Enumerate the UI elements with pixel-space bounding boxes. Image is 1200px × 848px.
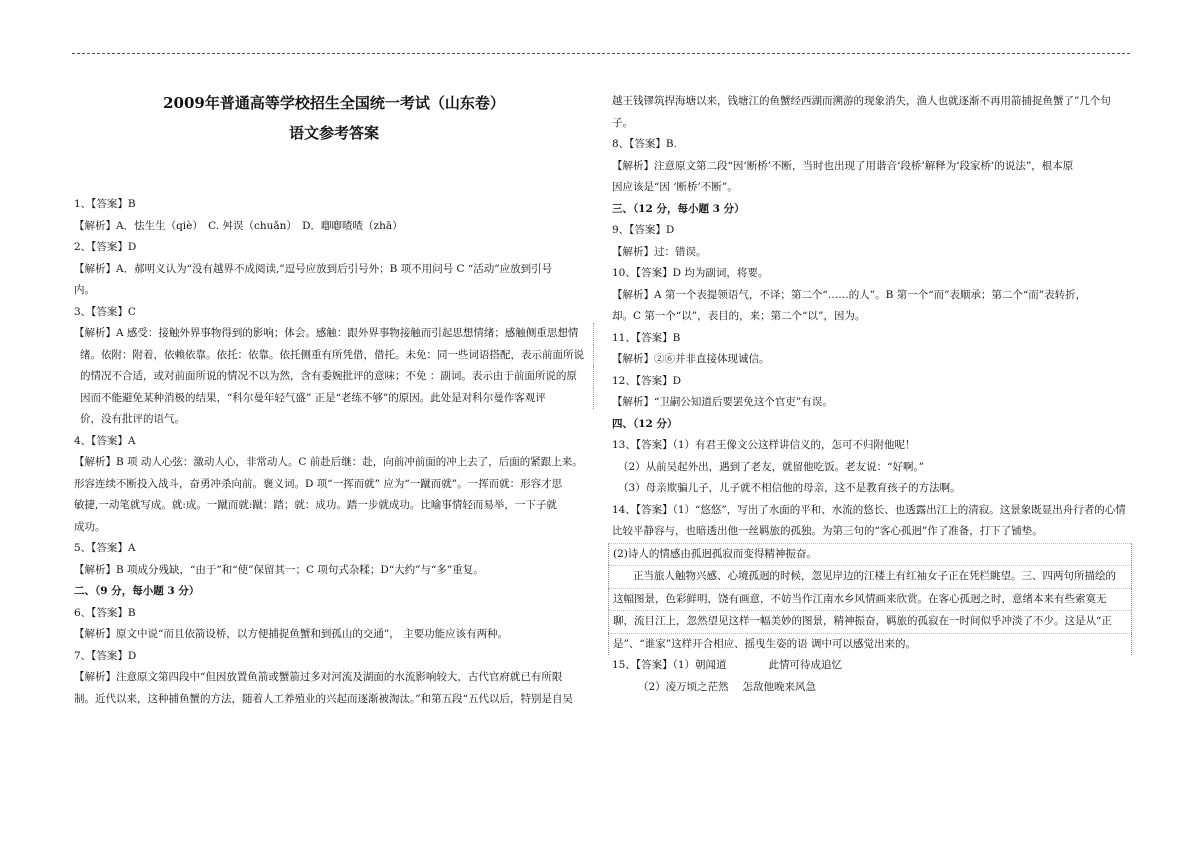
left-text-line: 【解析】A．郝明义认为“没有越界不成阅读,”逗号应放到后引号外；B 项不用问号 C “活动”应放到引号	[74, 262, 553, 275]
left-column-body	[74, 194, 594, 710]
right-text-line: 12、【答案】D	[612, 374, 682, 387]
left-text-line: 价，没有批评的语气。	[80, 413, 185, 425]
right-text-line: 【解析】注意原文第二段“因‘断桥’不断，当时也出现了用谐音‘段桥’解释为‘段家桥’的说法”，根本原	[612, 159, 1074, 172]
right-text-line: 正当旅人触物兴感、心境孤迥的时候，忽见岸边的江楼上有红袖女子正在凭栏眺望。三、四两句所描绘的	[608, 565, 1132, 588]
right-text-line: （2）凌万顷之茫然 怎敌他晚来风急	[638, 680, 817, 693]
right-text-line: 8、【答案】B.	[612, 138, 677, 150]
right-text-line: （3）母亲欺骗儿子，儿子就不相信他的母亲，这不是教育孩子的方法啊。	[618, 482, 961, 494]
left-text-line: 因而不能避免某种消极的结果，“科尔曼年轻气盛” 正是“老练不够”的原因。此处是对科尔曼作客观评	[74, 388, 594, 410]
right-text-line: 【解析】过：错误。	[612, 245, 707, 258]
left-text-line: 形容连续不断投入战斗，奋勇冲杀向前。褒义词。D 项“一挥而就” 应为“一蹴而就”。一挥而就：形容才思	[74, 477, 563, 490]
right-text-line: 【解析】“卫嗣公知道后要罢免这个官吏”有误。	[612, 396, 833, 408]
right-text-line: 是”、“谁家”这样开合相应、摇曳生姿的语 调中可以感觉出来的。	[608, 633, 1132, 656]
left-text-line: 1、【答案】B	[74, 198, 136, 210]
left-text-line: 6、【答案】B	[74, 606, 136, 619]
left-text-line: 制。近代以来，这种捕鱼蟹的方法，随着人工养殖业的兴起而逐渐被淘汰。”和第五段“五代以后，特别是自吴	[74, 692, 573, 705]
left-text-line: 2、【答案】D	[74, 241, 137, 253]
left-text-line: 敏捷,一动笔就写成。就:成。一蹴而就:蹴：踏；就：成功。踏一步就成功。比喻事情轻而易举，一下子就	[74, 499, 557, 511]
left-text-line: 5、【答案】A	[74, 542, 136, 554]
right-text-line: 14、【答案】（1）“悠悠”，写出了水面的平和、水流的悠长、也透露出江上的清寂。这景象既显出舟行者的心情	[612, 503, 1126, 516]
left-text-line: 二、（9 分，每小题 3 分）	[74, 585, 200, 597]
left-text-line: 内。	[74, 284, 95, 296]
right-text-line: 聊，流目江上，忽然望见这样一幅美妙的图景，精神振奋，羁旅的孤寂在一时间似乎冲淡了不少。这是从“正	[608, 610, 1132, 633]
top-rule	[72, 53, 1130, 54]
right-text-line: 10、【答案】D 均为副词，将要。	[612, 267, 769, 279]
right-text-line: 【解析】②⑥并非直接体现诚信。	[612, 353, 770, 365]
right-text-line: 【解析】A 第一个表提领语气，不译；第二个“……的人”。B 第一个“而”表顺承；第二个“而”表转折，	[612, 288, 1087, 301]
right-text-line: 因应该是“因 ‘断桥’不断”。	[612, 181, 738, 193]
page-title: 2009年普通高等学校招生全国统一考试（山东卷）	[163, 94, 505, 112]
right-text-line: 11、【答案】B	[612, 331, 681, 344]
left-text-line: 【解析】B 项成分残缺，“由于”和“使”保留其一；C 项句式杂糅；D“大约”与“多”重复。	[74, 563, 484, 576]
left-text-line: 的情况不合适，或对前面所说的情况不以为然，含有委婉批评的意味；不免 ：副词。表示由于前面所说的原	[74, 366, 594, 388]
left-text-line: 【解析】A．怯生生（qiè） C. 舛误（chuǎn） D．喞喞喳喳（zhā）	[74, 219, 403, 232]
left-text-line: 绪。依附：附着，依赖依靠。依托：依靠。依托侧重有所凭借，借托。未免：同一些词语搭配，表示前面所说	[74, 345, 594, 367]
left-text-line: 【解析】注意原文第四段中“但因放置鱼箭或蟹箭过多对河流及湖面的水流影响较大，古代官府就已有所限	[74, 671, 563, 683]
left-text-line: 3、【答案】C	[74, 305, 136, 318]
right-text-line: (2)诗人的情感由孤迥孤寂而变得精神振奋。	[608, 543, 1132, 566]
right-text-line: 这幅图景，色彩鲜明，饶有画意，不妨当作江南水乡风情画来欣赏。在客心孤迥之时，意绪本来有些索寞无	[608, 588, 1132, 611]
left-text-line: 【解析】原文中说“而且依箭设桥，以方便捕捉鱼蟹和到孤山的交通”， 主要功能应该有两种。	[74, 628, 509, 640]
right-text-line: 15、【答案】（1）朝闻道 此情可待成追忆	[612, 659, 843, 671]
right-text-line: 9、【答案】D	[612, 224, 675, 236]
right-column	[612, 91, 1132, 698]
left-text-line: 【解析】B 项 动人心弦：激动人心，非常动人。C 前赴后继：赴，向前冲前面的冲上去了，后面的紧跟上来。	[74, 456, 583, 468]
left-text-line: 成功。	[74, 520, 106, 533]
left-column	[74, 88, 594, 710]
right-column-body	[612, 91, 1132, 698]
right-text-line: 越王钱镠筑捍海塘以来，钱塘江的鱼蟹经西湖而溯游的现象消失，渔人也就逐渐不再用箭捕捉鱼蟹了”几个句	[612, 95, 1111, 107]
right-text-line: 13、【答案】（1）有君王像文公这样讲信义的，怎可不归附他呢！	[612, 439, 916, 451]
right-text-line: 却。C 第一个“以”，表目的，来；第二个“以”，因为。	[612, 310, 866, 322]
right-text-line: 子。	[612, 116, 633, 129]
right-text-line: （2）从前吴起外出，遇到了老友，就留他吃饭。老友说：“好啊。”	[618, 460, 925, 473]
page-subtitle: 语文参考答案	[288, 124, 379, 142]
right-text-line: 比较平静容与，也暗透出他一丝羁旅的孤独。为第三句的“客心孤迥”作了准备，打下了铺垫。	[612, 525, 1043, 537]
left-text-line: 4、【答案】A	[74, 434, 136, 447]
left-text-line: 【解析】A 感受：接触外界事物得到的影响；体会。感触：跟外界事物接触而引起思想情绪；感触侧重思想情	[74, 323, 594, 345]
right-text-line: 四、（12 分）	[612, 417, 678, 430]
right-text-line: 三、（12 分，每小题 3 分）	[612, 202, 745, 215]
left-text-line: 7、【答案】D	[74, 649, 137, 662]
